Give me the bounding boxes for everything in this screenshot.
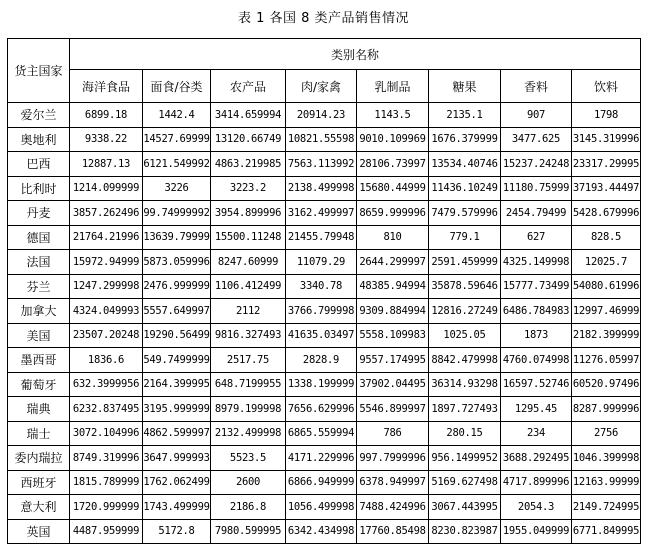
value-cell: 19290.56499 <box>143 323 211 348</box>
table-row <box>8 470 641 495</box>
value-cell: 7479.579996 <box>429 201 501 226</box>
value-cell: 6232.837495 <box>70 397 143 422</box>
category-group-header: 类别名称 <box>70 39 641 70</box>
value-cell: 60520.97496 <box>572 372 641 397</box>
table-row <box>8 421 641 446</box>
value-cell: 7656.629996 <box>286 397 357 422</box>
value-cell: 13120.66749 <box>211 127 286 152</box>
value-cell: 3954.899996 <box>211 201 286 226</box>
value-cell: 2476.999999 <box>143 274 211 299</box>
category-header: 面食/谷类 <box>143 70 211 103</box>
country-cell: 德国 <box>8 225 70 250</box>
value-cell: 648.7199955 <box>211 372 286 397</box>
value-cell: 5557.649997 <box>143 299 211 324</box>
country-cell: 奥地利 <box>8 127 70 152</box>
value-cell: 1955.049999 <box>501 519 572 544</box>
value-cell: 2517.75 <box>211 348 286 373</box>
value-cell: 15777.73499 <box>501 274 572 299</box>
value-cell: 35878.59646 <box>429 274 501 299</box>
value-cell: 2112 <box>211 299 286 324</box>
category-header: 肉/家禽 <box>286 70 357 103</box>
value-cell: 8659.999996 <box>357 201 429 226</box>
value-cell: 11180.75999 <box>501 176 572 201</box>
value-cell: 5172.8 <box>143 519 211 544</box>
value-cell: 5546.899997 <box>357 397 429 422</box>
value-cell: 907 <box>501 103 572 128</box>
value-cell: 9557.174995 <box>357 348 429 373</box>
value-cell: 2138.499998 <box>286 176 357 201</box>
value-cell: 12163.99999 <box>572 470 641 495</box>
value-cell: 1106.412499 <box>211 274 286 299</box>
value-cell: 11436.10249 <box>429 176 501 201</box>
value-cell: 12025.7 <box>572 250 641 275</box>
value-cell: 8842.479998 <box>429 348 501 373</box>
value-cell: 2164.399995 <box>143 372 211 397</box>
value-cell: 1798 <box>572 103 641 128</box>
table-title: 表 1 各国 8 类产品销售情况 <box>237 11 410 26</box>
value-cell: 2600 <box>211 470 286 495</box>
value-cell: 11276.05997 <box>572 348 641 373</box>
value-cell: 6771.849995 <box>572 519 641 544</box>
value-cell: 786 <box>357 421 429 446</box>
value-cell: 15680.44999 <box>357 176 429 201</box>
value-cell: 20914.23 <box>286 103 357 128</box>
value-cell: 1873 <box>501 323 572 348</box>
country-cell: 法国 <box>8 250 70 275</box>
value-cell: 1836.6 <box>70 348 143 373</box>
table-row <box>8 495 641 520</box>
value-cell: 3647.999993 <box>143 446 211 471</box>
value-cell: 4325.149998 <box>501 250 572 275</box>
value-cell: 1762.062499 <box>143 470 211 495</box>
table-row <box>8 176 641 201</box>
value-cell: 1025.05 <box>429 323 501 348</box>
value-cell: 1056.499998 <box>286 495 357 520</box>
value-cell: 5873.059996 <box>143 250 211 275</box>
value-cell: 99.74999992 <box>143 201 211 226</box>
value-cell: 2186.8 <box>211 495 286 520</box>
value-cell: 956.1499952 <box>429 446 501 471</box>
table-row <box>8 397 641 422</box>
value-cell: 36314.93298 <box>429 372 501 397</box>
value-cell: 828.5 <box>572 225 641 250</box>
table-row <box>8 250 641 275</box>
value-cell: 1143.5 <box>357 103 429 128</box>
value-cell: 3162.499997 <box>286 201 357 226</box>
value-cell: 4324.049993 <box>70 299 143 324</box>
value-cell: 9816.327493 <box>211 323 286 348</box>
value-cell: 21455.79948 <box>286 225 357 250</box>
value-cell: 28106.73997 <box>357 152 429 177</box>
value-cell: 4487.959999 <box>70 519 143 544</box>
value-cell: 3857.262496 <box>70 201 143 226</box>
table-row <box>8 127 641 152</box>
country-cell: 英国 <box>8 519 70 544</box>
value-cell: 12816.27249 <box>429 299 501 324</box>
value-cell: 6486.784983 <box>501 299 572 324</box>
value-cell: 2182.399999 <box>572 323 641 348</box>
value-cell: 234 <box>501 421 572 446</box>
value-cell: 3223.2 <box>211 176 286 201</box>
country-cell: 瑞典 <box>8 397 70 422</box>
value-cell: 3226 <box>143 176 211 201</box>
table-row <box>8 348 641 373</box>
table-row <box>8 274 641 299</box>
value-cell: 48385.94994 <box>357 274 429 299</box>
value-cell: 1295.45 <box>501 397 572 422</box>
value-cell: 1676.379999 <box>429 127 501 152</box>
value-cell: 5523.5 <box>211 446 286 471</box>
value-cell: 54080.61996 <box>572 274 641 299</box>
value-cell: 15500.11248 <box>211 225 286 250</box>
value-cell: 9338.22 <box>70 127 143 152</box>
value-cell: 15237.24248 <box>501 152 572 177</box>
value-cell: 37902.04495 <box>357 372 429 397</box>
country-cell: 芬兰 <box>8 274 70 299</box>
table-row <box>8 446 641 471</box>
country-header: 货主国家 <box>8 39 70 103</box>
value-cell: 6378.949997 <box>357 470 429 495</box>
country-cell: 丹麦 <box>8 201 70 226</box>
value-cell: 1442.4 <box>143 103 211 128</box>
country-cell: 西班牙 <box>8 470 70 495</box>
category-header: 糖果 <box>429 70 501 103</box>
value-cell: 810 <box>357 225 429 250</box>
table-row <box>8 372 641 397</box>
country-cell: 意大利 <box>8 495 70 520</box>
value-cell: 2756 <box>572 421 641 446</box>
value-cell: 6899.18 <box>70 103 143 128</box>
country-cell: 葡萄牙 <box>8 372 70 397</box>
table-row <box>8 299 641 324</box>
value-cell: 3340.78 <box>286 274 357 299</box>
value-cell: 9010.109969 <box>357 127 429 152</box>
country-cell: 巴西 <box>8 152 70 177</box>
value-cell: 6342.434998 <box>286 519 357 544</box>
value-cell: 3067.443995 <box>429 495 501 520</box>
value-cell: 1247.299998 <box>70 274 143 299</box>
category-header: 饮料 <box>572 70 641 103</box>
value-cell: 12887.13 <box>70 152 143 177</box>
value-cell: 15972.94999 <box>70 250 143 275</box>
value-cell: 12997.46999 <box>572 299 641 324</box>
value-cell: 5558.109983 <box>357 323 429 348</box>
value-cell: 13639.79999 <box>143 225 211 250</box>
value-cell: 23507.20248 <box>70 323 143 348</box>
value-cell: 5428.679996 <box>572 201 641 226</box>
table-row <box>8 201 641 226</box>
value-cell: 8230.823987 <box>429 519 501 544</box>
value-cell: 2135.1 <box>429 103 501 128</box>
value-cell: 3477.625 <box>501 127 572 152</box>
value-cell: 280.15 <box>429 421 501 446</box>
value-cell: 4863.219985 <box>211 152 286 177</box>
value-cell: 1338.199999 <box>286 372 357 397</box>
table-row <box>8 152 641 177</box>
table-row <box>8 225 641 250</box>
value-cell: 2591.459999 <box>429 250 501 275</box>
sales-table <box>7 38 641 544</box>
value-cell: 41635.03497 <box>286 323 357 348</box>
value-cell: 8247.60999 <box>211 250 286 275</box>
value-cell: 997.7999996 <box>357 446 429 471</box>
value-cell: 37193.44497 <box>572 176 641 201</box>
value-cell: 8749.319996 <box>70 446 143 471</box>
value-cell: 16597.52746 <box>501 372 572 397</box>
table-row <box>8 519 641 544</box>
category-header: 农产品 <box>211 70 286 103</box>
country-cell: 墨西哥 <box>8 348 70 373</box>
value-cell: 1214.099999 <box>70 176 143 201</box>
category-header: 海洋食品 <box>70 70 143 103</box>
value-cell: 9309.884994 <box>357 299 429 324</box>
value-cell: 2149.724995 <box>572 495 641 520</box>
value-cell: 4171.229996 <box>286 446 357 471</box>
value-cell: 6121.549992 <box>143 152 211 177</box>
value-cell: 6865.559994 <box>286 421 357 446</box>
country-cell: 美国 <box>8 323 70 348</box>
value-cell: 1720.999999 <box>70 495 143 520</box>
value-cell: 7563.113992 <box>286 152 357 177</box>
value-cell: 14527.69999 <box>143 127 211 152</box>
value-cell: 3195.999999 <box>143 397 211 422</box>
value-cell: 6866.949999 <box>286 470 357 495</box>
value-cell: 4760.074998 <box>501 348 572 373</box>
value-cell: 17760.85498 <box>357 519 429 544</box>
value-cell: 7980.599995 <box>211 519 286 544</box>
value-cell: 2828.9 <box>286 348 357 373</box>
country-cell: 爱尔兰 <box>8 103 70 128</box>
value-cell: 2054.3 <box>501 495 572 520</box>
value-cell: 7488.424996 <box>357 495 429 520</box>
country-cell: 加拿大 <box>8 299 70 324</box>
value-cell: 1743.499999 <box>143 495 211 520</box>
value-cell: 549.7499999 <box>143 348 211 373</box>
value-cell: 3688.292495 <box>501 446 572 471</box>
value-cell: 23317.29995 <box>572 152 641 177</box>
value-cell: 3145.319996 <box>572 127 641 152</box>
value-cell: 13534.40746 <box>429 152 501 177</box>
value-cell: 10821.55598 <box>286 127 357 152</box>
table-row <box>8 323 641 348</box>
value-cell: 21764.21996 <box>70 225 143 250</box>
country-cell: 委内瑞拉 <box>8 446 70 471</box>
value-cell: 2132.499998 <box>211 421 286 446</box>
value-cell: 3072.104996 <box>70 421 143 446</box>
value-cell: 779.1 <box>429 225 501 250</box>
value-cell: 1046.399998 <box>572 446 641 471</box>
value-cell: 627 <box>501 225 572 250</box>
country-cell: 比利时 <box>8 176 70 201</box>
value-cell: 632.3999956 <box>70 372 143 397</box>
table-row <box>8 103 641 128</box>
value-cell: 1815.789999 <box>70 470 143 495</box>
value-cell: 2454.79499 <box>501 201 572 226</box>
value-cell: 5169.627498 <box>429 470 501 495</box>
value-cell: 11079.29 <box>286 250 357 275</box>
value-cell: 2644.299997 <box>357 250 429 275</box>
country-cell: 瑞士 <box>8 421 70 446</box>
value-cell: 8979.199998 <box>211 397 286 422</box>
value-cell: 3414.659994 <box>211 103 286 128</box>
value-cell: 4862.599997 <box>143 421 211 446</box>
category-header: 乳制品 <box>357 70 429 103</box>
value-cell: 4717.899996 <box>501 470 572 495</box>
value-cell: 1897.727493 <box>429 397 501 422</box>
value-cell: 3766.799998 <box>286 299 357 324</box>
value-cell: 8287.999996 <box>572 397 641 422</box>
category-header: 香料 <box>501 70 572 103</box>
